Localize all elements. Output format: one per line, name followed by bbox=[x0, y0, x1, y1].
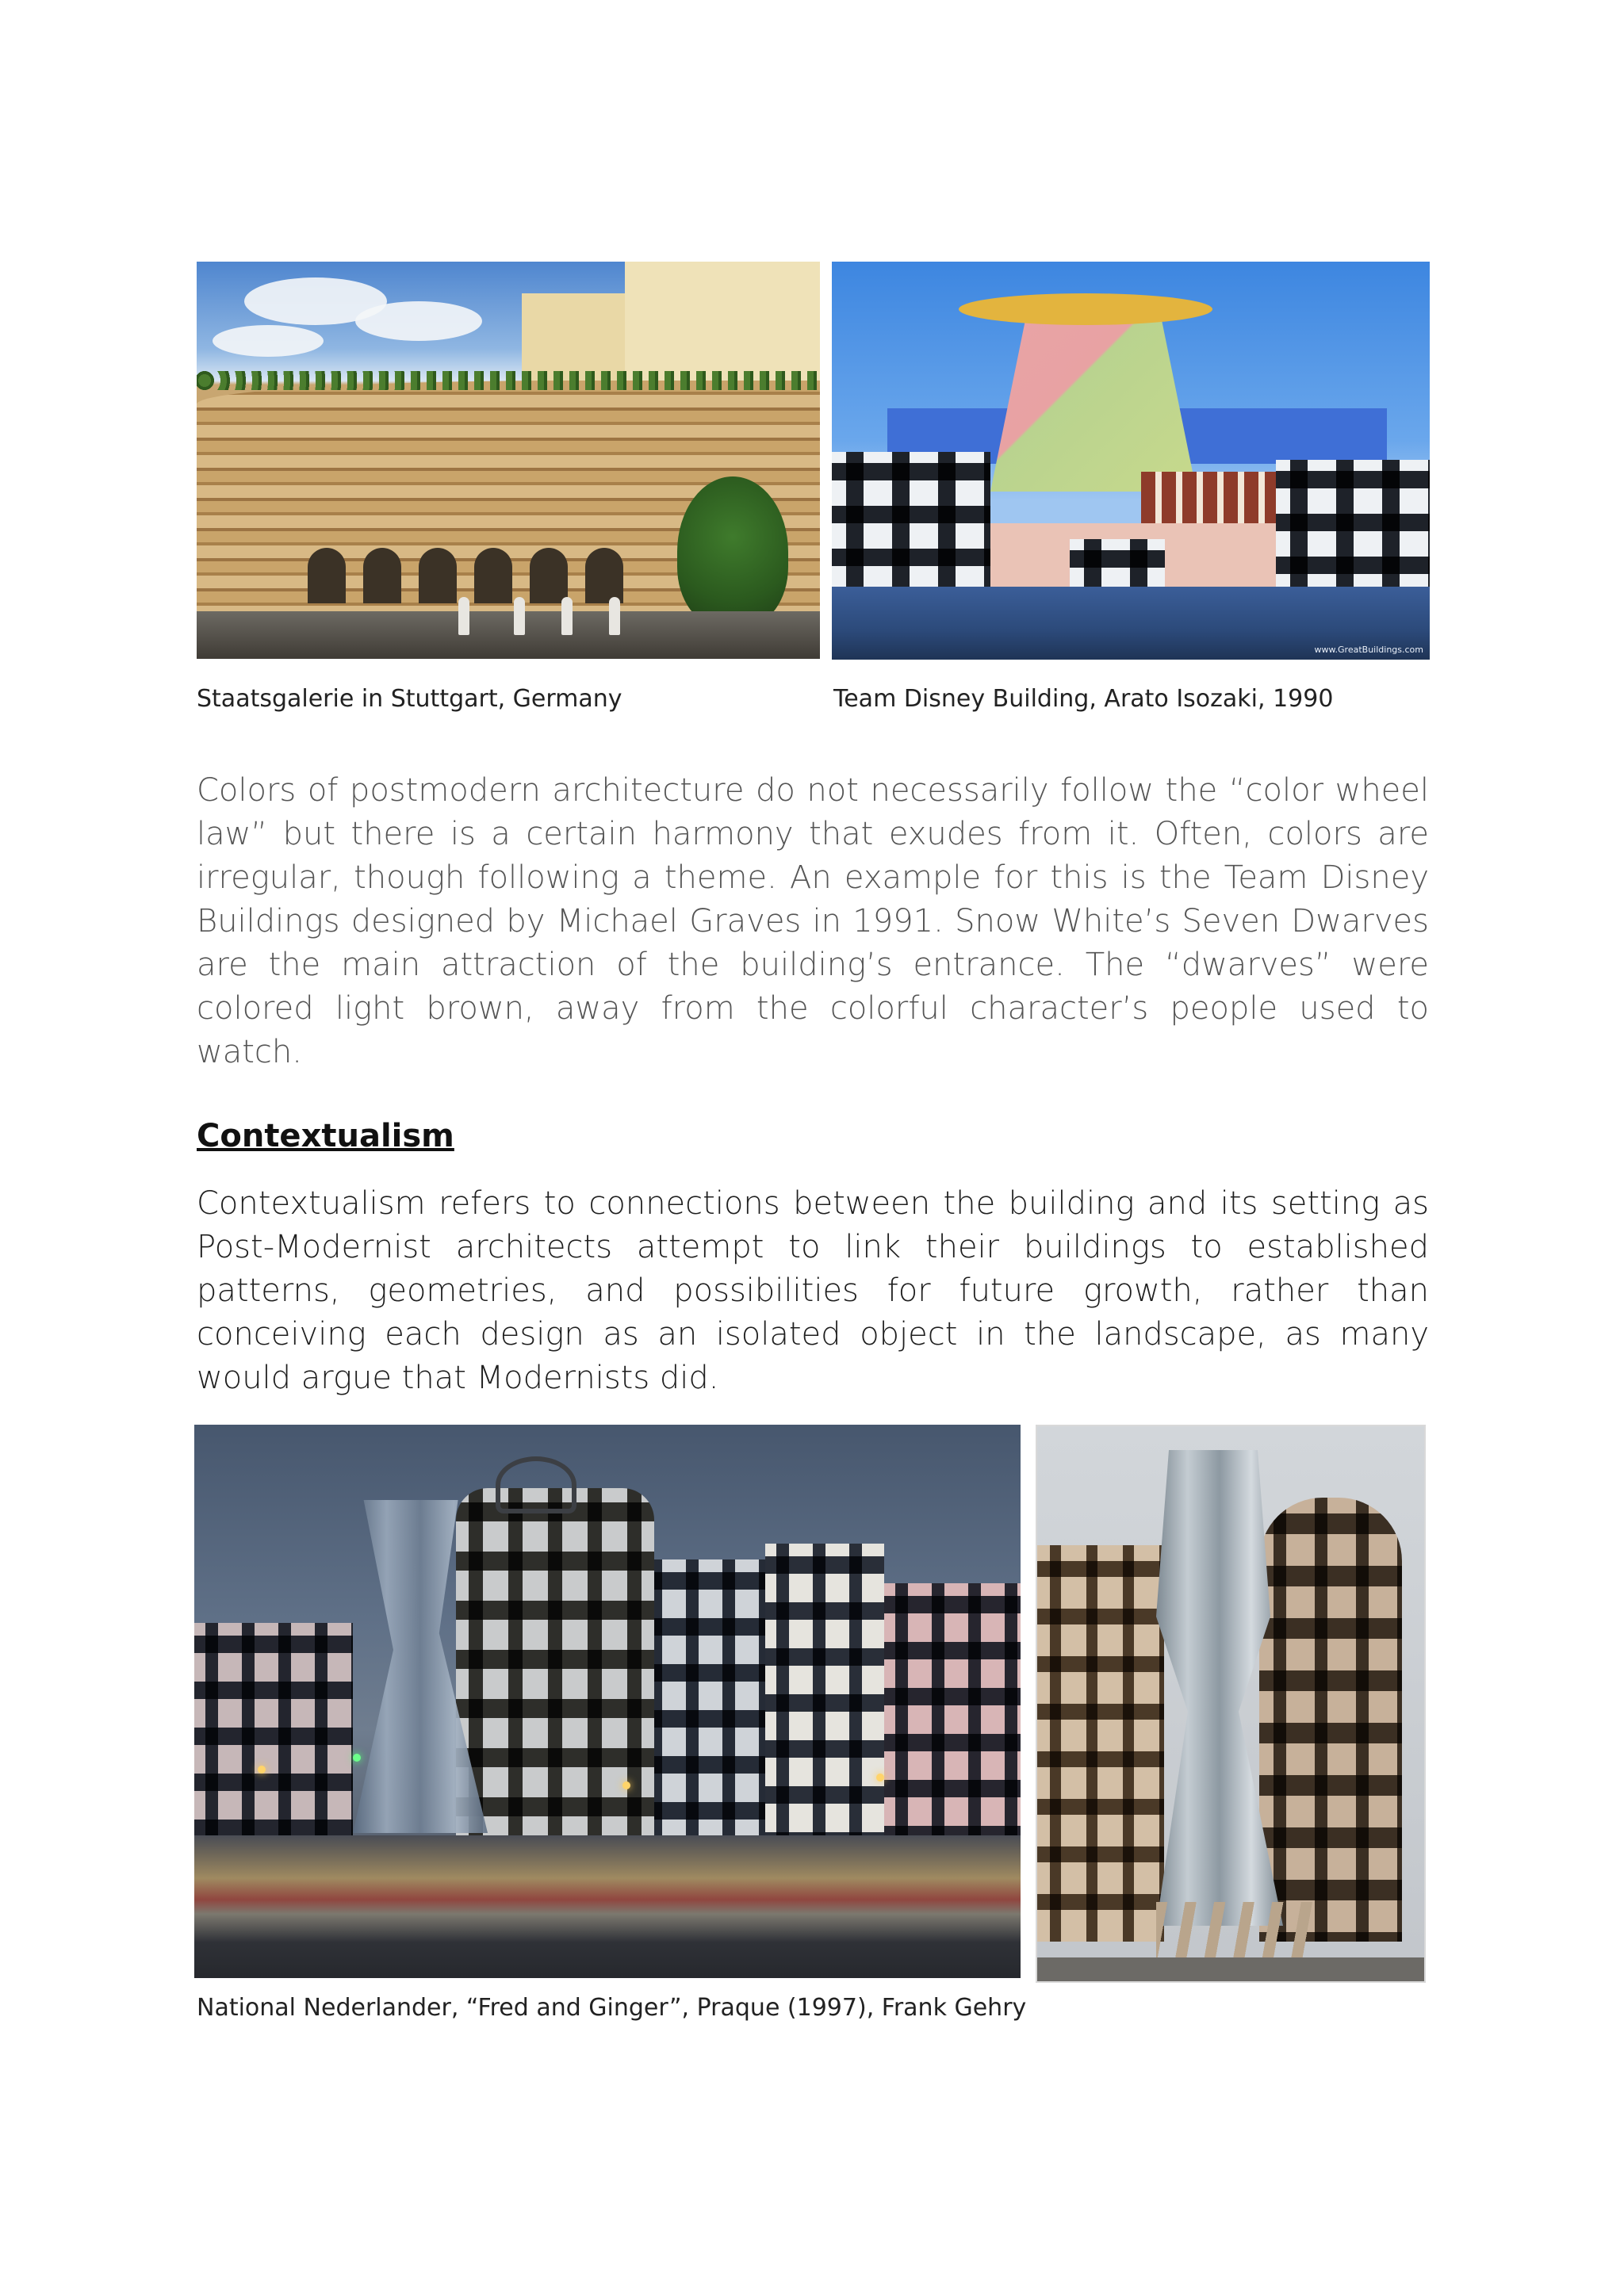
fred-and-ginger-caption: National Nederlander, “Fred and Ginger”, Praque (1997), Frank Gehry bbox=[197, 1994, 1027, 2022]
staatsgalerie-photo bbox=[197, 262, 820, 659]
colors-paragraph: Colors of postmodern architecture do not necessarily follow the “color wheel law” but there is a certain harmony that exudes from it. Often, colors are irregular, though following a theme. An example for this is the Team Disney Buildings designed by Michael Graves in 1991. Snow White’s Seven Dwarves are the main attraction of the building’s entrance. The “dwarves” were colored light brown, away from the colorful character’s people used to watch. bbox=[197, 772, 1429, 1070]
fred-and-ginger-day-photo bbox=[1036, 1425, 1426, 1983]
watermark-text: www.GreatBuildings.com bbox=[1314, 645, 1423, 655]
team-disney-photo bbox=[832, 262, 1430, 660]
fred-and-ginger-night-photo bbox=[194, 1425, 1021, 1978]
staatsgalerie-caption: Staatsgalerie in Stuttgart, Germany bbox=[197, 685, 622, 713]
contextualism-paragraph: Contextualism refers to connections between the building and its setting as Post-Modernist architects attempt to link their buildings to established patterns, geometries, and possibilities for future growth, rather than conceiving each design as an isolated object in the landscape, as many would argue that Modernists did. bbox=[197, 1185, 1429, 1396]
team-disney-caption: Team Disney Building, Arato Isozaki, 1990 bbox=[833, 685, 1334, 713]
section-heading: Contextualism bbox=[197, 1118, 454, 1154]
